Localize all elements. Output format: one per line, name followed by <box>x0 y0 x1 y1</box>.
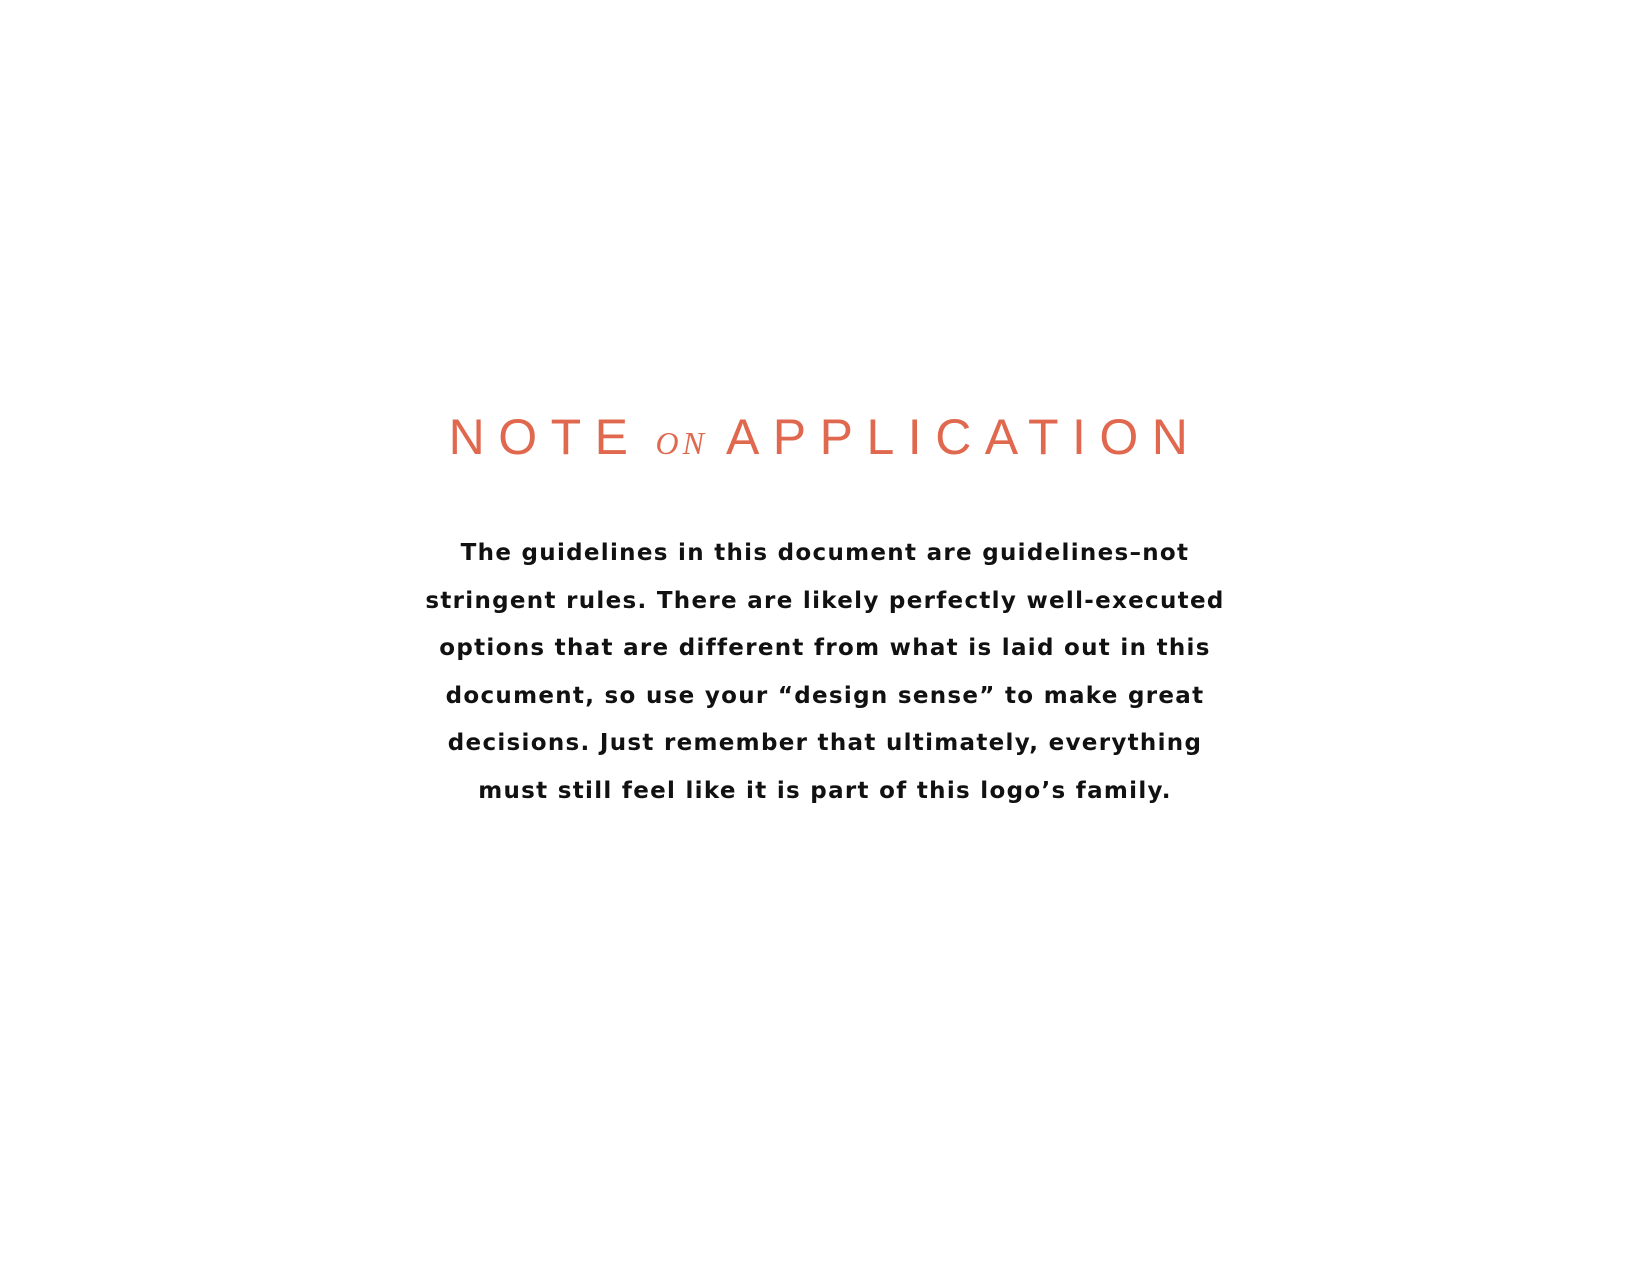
body-line: must still feel like it is part of this logo’s family. <box>478 777 1172 804</box>
body-line: options that are different from what is laid out in this <box>439 635 1211 661</box>
body-paragraph <box>0 530 1650 815</box>
title-connector-on: ON <box>655 425 708 461</box>
page-title <box>0 409 1650 465</box>
title-word-note: NOTE <box>448 409 642 465</box>
body-line: decisions. Just remember that ultimately, everything <box>447 730 1203 756</box>
title-word-application: APPLICATION <box>725 409 1202 465</box>
body-line: document, so use your “design sense” to make great <box>445 682 1205 709</box>
body-line: The guidelines in this document are guidelines–not <box>460 540 1190 566</box>
body-line: stringent rules. There are likely perfectly well-executed <box>425 587 1225 614</box>
